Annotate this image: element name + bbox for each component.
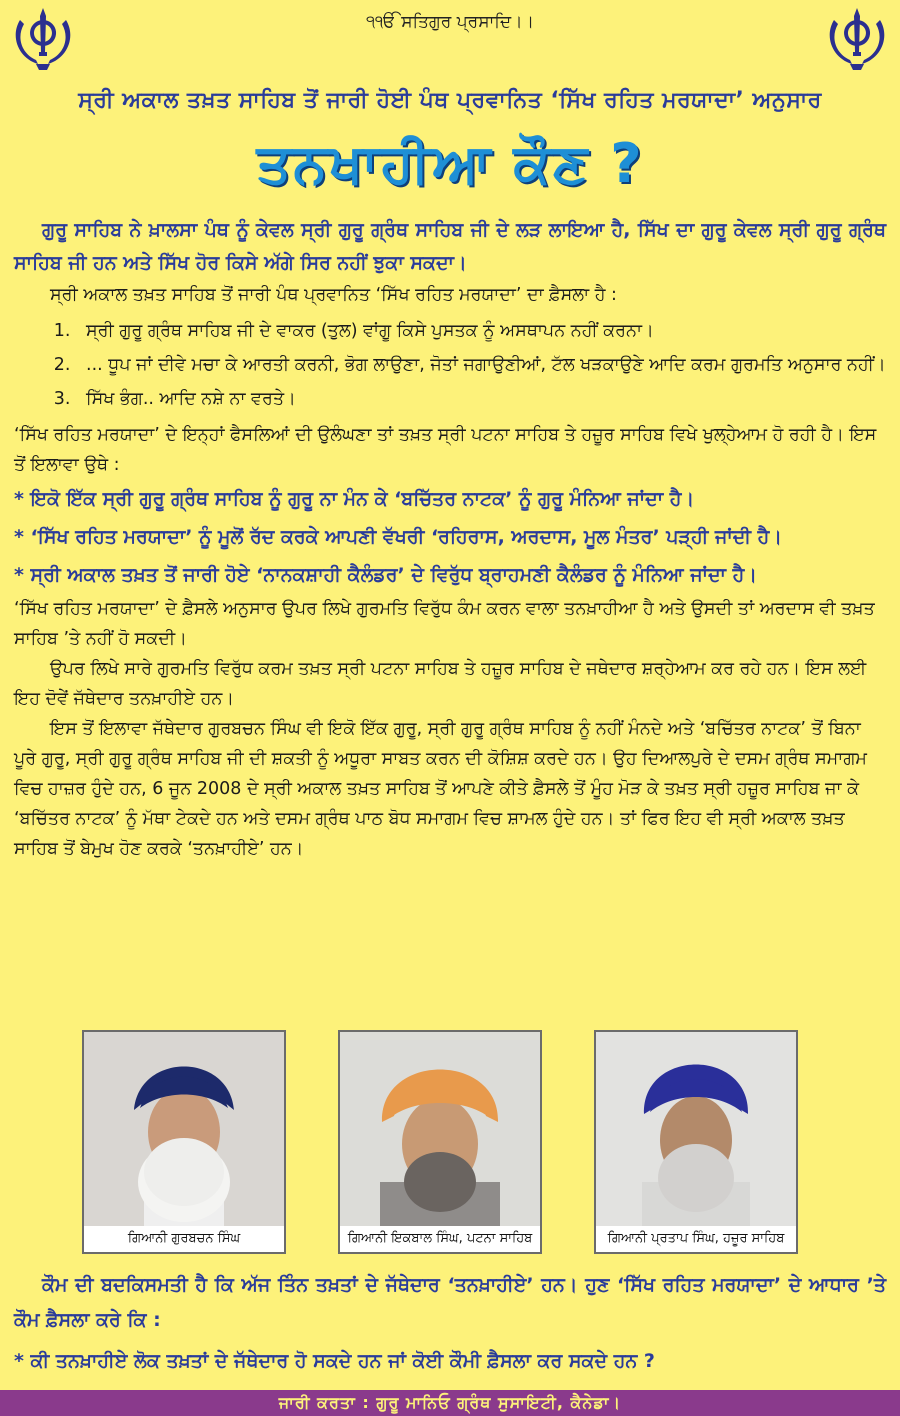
- invocation-text: ੧ੴ ਸਤਿਗੁਰ ਪ੍ਰਸਾਦਿ।।: [365, 12, 535, 32]
- portrait-photo: [82, 1030, 286, 1254]
- portrait-photo: [338, 1030, 542, 1254]
- closing-statement: ਕੌਮ ਦੀ ਬਦਕਿਸਮਤੀ ਹੈ ਕਿ ਅੱਜ ਤਿੰਨ ਤਖ਼ਤਾਂ ਦੇ ਜੱਥੇਦਾਰ ‘ਤਨਖ਼ਾਹੀਏ’ ਹਨ। ਹੁਣ ‘ਸਿੱਖ ਰਹਿਤ ਮਰਯਾਦਾ’ ਦੇ ਆਧਾਰ ’ਤੇ ਕੌਮ ਫ਼ੈਸਲਾ ਕਰੇ ਕਿ :: [14, 1274, 886, 1331]
- decision-intro: ਸ੍ਰੀ ਅਕਾਲ ਤਖ਼ਤ ਸਾਹਿਬ ਤੋਂ ਜਾਰੀ ਪੰਥ ਪ੍ਰਵਾਨਿਤ ‘ਸਿੱਖ ਰਹਿਤ ਮਰਯਾਦਾ’ ਦਾ ਫ਼ੈਸਲਾ ਹੈ :: [50, 285, 617, 305]
- page-subtitle: ਸ੍ਰੀ ਅਕਾਲ ਤਖ਼ਤ ਸਾਹਿਬ ਤੋਂ ਜਾਰੀ ਹੋਈ ਪੰਥ ਪ੍ਰਵਾਨਿਤ ‘ਸਿੱਖ ਰਹਿਤ ਮਰਯਾਦਾ’ ਅਨੁਸਾਰ: [78, 88, 822, 113]
- photo-caption: ਗਿਆਨੀ ਗੁਰਬਚਨ ਸਿੰਘ: [84, 1226, 284, 1252]
- gurbachan-paragraph: ਇਸ ਤੋਂ ਇਲਾਵਾ ਜੱਥੇਦਾਰ ਗੁਰਬਚਨ ਸਿੰਘ ਵੀ ਇਕੋ ਇੱਕ ਗੁਰੂ, ਸ੍ਰੀ ਗੁਰੂ ਗ੍ਰੰਥ ਸਾਹਿਬ ਨੂੰ ਨਹੀਂ ਮੰਨਦੇ ਅਤੇ ‘ਬਚਿੱਤਰ ਨਾਟਕ’ ਤੋਂ ਬਿਨਾ ਪੂਰੇ ਗੁਰੂ, ਸ੍ਰੀ ਗੁਰੂ ਗ੍ਰੰਥ ਸਾਹਿਬ ਜੀ ਦੀ ਸ਼ਕਤੀ ਨੂੰ ਅਧੂਰਾ ਸਾਬਤ ਕਰਨ ਦੀ ਕੋਸ਼ਿਸ਼ ਕਰਦੇ ਹਨ। ਉਹ ਦਿਆਲਪੁਰੇ ਦੇ ਦਸਮ ਗ੍ਰੰਥ ਸਮਾਗਮ ਵਿਚ ਹਾਜ਼ਰ ਹੁੰਦੇ ਹਨ, 6 ਜੂਨ 2008 ਦੇ ਸ੍ਰੀ ਅਕਾਲ ਤਖ਼ਤ ਸਾਹਿਬ ਤੋਂ ਆਪਣੇ ਕੀਤੇ ਫ਼ੈਸਲੇ ਤੋਂ ਮੂੰਹ ਮੋੜ ਕੇ ਤਖ਼ਤ ਸ੍ਰੀ ਹਜ਼ੂਰ ਸਾਹਿਬ ਜਾ ਕੇ ‘ਬਚਿੱਤਰ ਨਾਟਕ’ ਨੂੰ ਮੱਥਾ ਟੇਕਦੇ ਹਨ ਅਤੇ ਦਸਮ ਗ੍ਰੰਥ ਪਾਠ ਬੋਧ ਸਮਾਗਮ ਵਿਚ ਸ਼ਾਮਲ ਹੁੰਦੇ ਹਨ। ਤਾਂ ਫਿਰ ਇਹ ਵੀ ਸ੍ਰੀ ਅਕਾਲ ਤਖ਼ਤ ਸਾਹਿਬ ਤੋਂ ਬੇਮੁਖ ਹੋਣ ਕਰਕੇ ‘ਤਨਖ਼ਾਹੀਏ’ ਹਨ।: [14, 719, 867, 859]
- violation-point: * ਇਕੋ ਇੱਕ ਸ੍ਰੀ ਗੁਰੂ ਗ੍ਰੰਥ ਸਾਹਿਬ ਨੂੰ ਗੁਰੂ ਨਾ ਮੰਨ ਕੇ ‘ਬਚਿੱਤਰ ਨਾਟਕ’ ਨੂੰ ਗੁਰੂ ਮੰਨਿਆ ਜਾਂਦਾ ਹੈ।: [14, 488, 695, 510]
- decision-paragraph: ‘ਸਿੱਖ ਰਹਿਤ ਮਰਯਾਦਾ’ ਦੇ ਫ਼ੈਸਲੇ ਅਨੁਸਾਰ ਉਪਰ ਲਿਖੇ ਗੁਰਮਤਿ ਵਿਰੁੱਧ ਕੰਮ ਕਰਨ ਵਾਲਾ ਤਨਖ਼ਾਹੀਆ ਹੈ ਅਤੇ ਉਸਦੀ ਤਾਂ ਅਰਦਾਸ ਵੀ ਤਖ਼ਤ ਸਾਹਿਬ ’ਤੇ ਨਹੀਂ ਹੋ ਸਕਦੀ।: [14, 599, 875, 649]
- portrait-image: [596, 1032, 796, 1226]
- photo-caption: ਗਿਆਨੀ ਇਕਬਾਲ ਸਿੰਘ, ਪਟਨਾ ਸਾਹਿਬ: [340, 1226, 540, 1252]
- rules-list: [14, 314, 886, 416]
- portrait-image: [340, 1032, 540, 1226]
- footer-issuer: ਜਾਰੀ ਕਰਤਾ : ਗੁਰੂ ਮਾਨਿਓ ਗ੍ਰੰਥ ਸੁਸਾਇਟੀ, ਕੈਨੇਡਾ।: [0, 1390, 900, 1416]
- photo-row: [0, 1030, 900, 1252]
- article-body: [14, 214, 886, 864]
- violation-point: * ਸ੍ਰੀ ਅਕਾਲ ਤਖ਼ਤ ਤੋਂ ਜਾਰੀ ਹੋਏ ‘ਨਾਨਕਸ਼ਾਹੀ ਕੈਲੰਡਰ’ ਦੇ ਵਿਰੁੱਧ ਬ੍ਰਾਹਮਣੀ ਕੈਲੰਡਰ ਨੂੰ ਮੰਨਿਆ ਜਾਂਦਾ ਹੈ।: [14, 564, 758, 586]
- violation-intro: ‘ਸਿੱਖ ਰਹਿਤ ਮਰਯਾਦਾ’ ਦੇ ਇਨ੍ਹਾਂ ਫੈਸਲਿਆਂ ਦੀ ਉਲੰਘਣਾ ਤਾਂ ਤਖ਼ਤ ਸ੍ਰੀ ਪਟਨਾ ਸਾਹਿਬ ਤੇ ਹਜ਼ੂਰ ਸਾਹਿਬ ਵਿਖੇ ਖੁਲ੍ਹੇਆਮ ਹੋ ਰਹੀ ਹੈ। ਇਸ ਤੋਂ ਇਲਾਵਾ ਉਥੇ :: [14, 425, 877, 475]
- rule-item: 3. ਸਿੱਖ ਭੰਗ.. ਆਦਿ ਨਸ਼ੇ ਨਾ ਵਰਤੇ।: [76, 382, 886, 416]
- jathedars-paragraph: ਉਪਰ ਲਿਖੇ ਸਾਰੇ ਗੁਰਮਤਿ ਵਿਰੁੱਧ ਕਰਮ ਤਖ਼ਤ ਸ੍ਰੀ ਪਟਨਾ ਸਾਹਿਬ ਤੇ ਹਜ਼ੂਰ ਸਾਹਿਬ ਦੇ ਜਥੇਦਾਰ ਸ਼ਰ੍ਹੇਆਮ ਕਰ ਰਹੇ ਹਨ। ਇਸ ਲਈ ਇਹ ਦੋਵੇਂ ਜੱਥੇਦਾਰ ਤਨਖ਼ਾਹੀਏ ਹਨ।: [14, 659, 867, 709]
- portrait-image: [84, 1032, 284, 1226]
- violation-point: * ‘ਸਿੱਖ ਰਹਿਤ ਮਰਯਾਦਾ’ ਨੂੰ ਮੂਲੋਂ ਰੱਦ ਕਰਕੇ ਆਪਣੀ ਵੱਖਰੀ ‘ਰਹਿਰਾਸ, ਅਰਦਾਸ, ਮੂਲ ਮੰਤਰ’ ਪੜ੍ਹੀ ਜਾਂਦੀ ਹੈ।: [14, 526, 783, 548]
- photo-caption: ਗਿਆਨੀ ਪ੍ਰਤਾਪ ਸਿੰਘ, ਹਜ਼ੂਰ ਸਾਹਿਬ: [596, 1226, 796, 1252]
- page-title: ਤਨਖਾਹੀਆ ਕੌਣ ?: [256, 132, 644, 195]
- portrait-photo: [594, 1030, 798, 1254]
- rule-item: 2. ... ਧੂਪ ਜਾਂ ਦੀਵੇ ਮਚਾ ਕੇ ਆਰਤੀ ਕਰਨੀ, ਭੋਗ ਲਾਉਣਾ, ਜੋਤਾਂ ਜਗਾਉਣੀਆਂ, ਟੱਲ ਖੜਕਾਉਣੇ ਆਦਿ ਕਰਮ ਗੁਰਮਤਿ ਅਨੁਸਾਰ ਨਹੀਂ।: [76, 348, 886, 382]
- closing-section: [14, 1268, 886, 1379]
- lead-paragraph: ਗੁਰੂ ਸਾਹਿਬ ਨੇ ਖ਼ਾਲਸਾ ਪੰਥ ਨੂੰ ਕੇਵਲ ਸ੍ਰੀ ਗੁਰੂ ਗ੍ਰੰਥ ਸਾਹਿਬ ਜੀ ਦੇ ਲੜ ਲਾਇਆ ਹੈ, ਸਿੱਖ ਦਾ ਗੁਰੂ ਕੇਵਲ ਸ੍ਰੀ ਗੁਰੂ ਗ੍ਰੰਥ ਸਾਹਿਬ ਜੀ ਹਨ ਅਤੇ ਸਿੱਖ ਹੋਰ ਕਿਸੇ ਅੱਗੇ ਸਿਰ ਨਹੀਂ ਝੁਕਾ ਸਕਦਾ।: [14, 219, 886, 274]
- rule-item: 1. ਸ੍ਰੀ ਗੁਰੂ ਗ੍ਰੰਥ ਸਾਹਿਬ ਜੀ ਦੇ ਵਾਕਰ (ਤੁਲ) ਵਾਂਗੂ ਕਿਸੇ ਪੁਸਤਕ ਨੂੰ ਅਸਥਾਪਨ ਨਹੀਂ ਕਰਨਾ।: [76, 314, 886, 348]
- closing-question: * ਕੀ ਤਨਖ਼ਾਹੀਏ ਲੋਕ ਤਖ਼ਤਾਂ ਦੇ ਜੱਥੇਦਾਰ ਹੋ ਸਕਦੇ ਹਨ ਜਾਂ ਕੋਈ ਕੌਮੀ ਫ਼ੈਸਲਾ ਕਰ ਸਕਦੇ ਹਨ ?: [14, 1350, 655, 1372]
